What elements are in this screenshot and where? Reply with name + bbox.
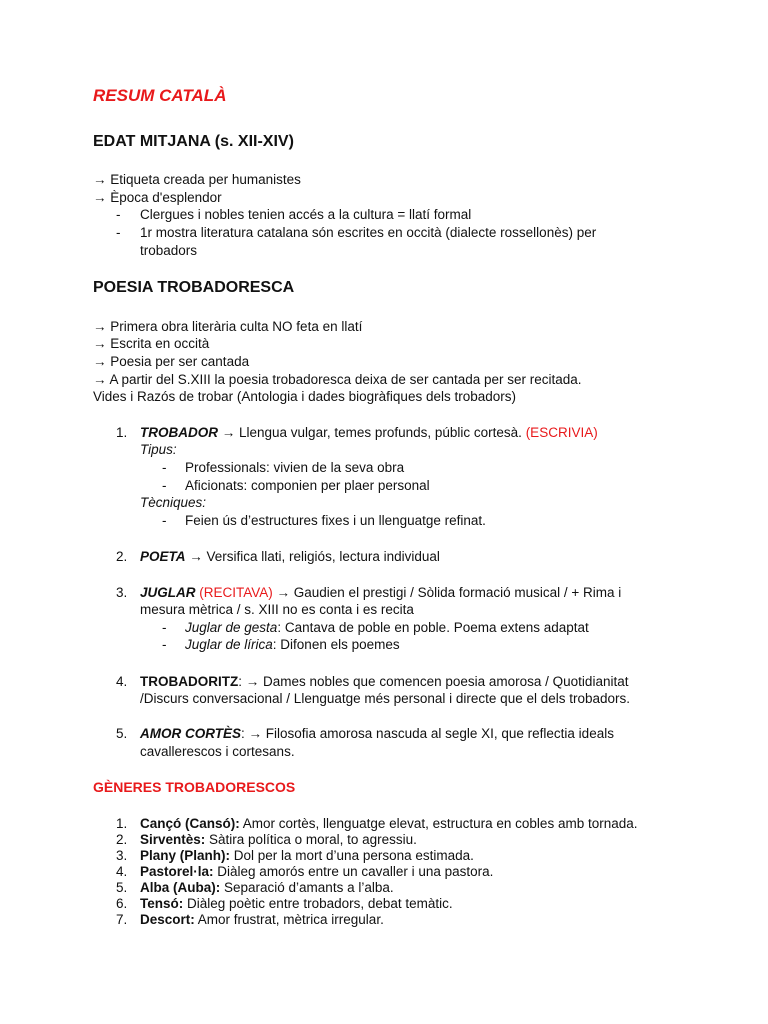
term: TROBADORITZ: [140, 674, 239, 689]
list-number: 1.: [116, 425, 128, 440]
red-note: (RECITAVA): [195, 585, 273, 600]
list-number: 3.: [116, 848, 128, 863]
item-text: Separació d’amants a l’alba.: [220, 880, 394, 895]
genre-item: [140, 879, 394, 896]
item-text-continued: /Discurs conversacional / Llenguatge més personal i directe que el dels trobadors.: [140, 691, 631, 706]
list-number: 2.: [116, 549, 128, 564]
term: AMOR CORTÈS: [140, 726, 242, 741]
item-text: : Difonen els poemes: [272, 637, 400, 652]
arrow-line: → Primera obra literària culta NO feta en llatí: [93, 319, 363, 334]
term: Sirventès:: [140, 832, 206, 847]
arrow-line: → Època d'esplendor: [93, 190, 222, 205]
document-title: RESUM CATALÀ: [93, 86, 227, 105]
genre-item: [140, 847, 474, 864]
item-text: → Llengua vulgar, temes profunds, públic cortesà.: [218, 425, 526, 440]
genre-item: [140, 895, 453, 912]
item-text-continued: mesura mètrica / s. XIII no es conta i es recita: [140, 602, 414, 617]
item-text: Amor frustrat, mètrica irregular.: [194, 912, 384, 927]
bullet-dash: -: [116, 225, 121, 240]
item-text: → Versifica llati, religiós, lectura individual: [185, 549, 440, 564]
list-number: 4.: [116, 674, 128, 689]
heading-generes: GÈNERES TROBADORESCOS: [93, 779, 296, 795]
genre-item: [140, 815, 638, 832]
sublabel-tipus: Tipus:: [140, 442, 177, 457]
arrow-line: → Etiqueta creada per humanistes: [93, 172, 301, 187]
item-text: Sàtira política o moral, to agressiu.: [205, 832, 417, 847]
dash-item-continued: trobadors: [140, 243, 198, 258]
bullet-dash: -: [162, 620, 167, 635]
list-number: 4.: [116, 864, 128, 879]
item-text: : Cantava de poble en poble. Poema extens adaptat: [277, 620, 589, 635]
arrow-line: → Escrita en occità: [93, 336, 210, 351]
term: Pastorel·la:: [140, 864, 214, 879]
dash-item: 1r mostra literatura catalana són escrites en occità (dialecte rossellonès) per: [140, 225, 597, 240]
item-text: Diàleg poètic entre trobadors, debat temàtic.: [183, 896, 453, 911]
heading-edat-mitjana: EDAT MITJANA (s. XII-XIV): [93, 133, 294, 150]
list-number: 2.: [116, 832, 128, 847]
term: Cançó (Cansó):: [140, 816, 240, 831]
bullet-dash: -: [162, 460, 167, 475]
list-number: 7.: [116, 912, 128, 927]
list-number: 1.: [116, 816, 128, 831]
list-item-trobador: [140, 424, 598, 441]
list-number: 6.: [116, 896, 128, 911]
term: Plany (Planh):: [140, 848, 231, 863]
sublabel-tecniques: Tècniques:: [140, 495, 207, 510]
red-note: (ESCRIVIA): [525, 425, 598, 440]
genre-item: [140, 863, 493, 880]
item-text-continued: cavallerescos i cortesans.: [140, 744, 295, 759]
term: POETA: [140, 549, 186, 564]
genre-item: [140, 831, 417, 848]
dash-item: Clergues i nobles tenien accés a la cultura = llatí formal: [140, 207, 472, 222]
dash-item: [185, 619, 589, 636]
list-number: 3.: [116, 585, 128, 600]
genre-item: [140, 911, 384, 928]
bullet-dash: -: [162, 513, 167, 528]
item-text: Dol per la mort d’una persona estimada.: [230, 848, 474, 863]
list-item-amor-cortes: [140, 725, 614, 742]
term: Descort:: [140, 912, 195, 927]
list-item-juglar: [140, 584, 621, 601]
heading-poesia-trobadoresca: POESIA TROBADORESCA: [93, 279, 295, 296]
item-text: : → Filosofia amorosa nascuda al segle XI, que reflectia ideals: [241, 726, 614, 741]
dash-item: Feien ús d’estructures fixes i un llenguatge refinat.: [185, 513, 486, 528]
term: Alba (Auba):: [140, 880, 221, 895]
term: JUGLAR: [140, 585, 196, 600]
arrow-line: → A partir del S.XIII la poesia trobadoresca deixa de ser cantada per ser recitada.: [93, 372, 582, 387]
text-line: Vides i Razós de trobar (Antologia i dades biogràfiques dels trobadors): [93, 389, 516, 404]
bullet-dash: -: [162, 637, 167, 652]
item-text: Diàleg amorós entre un cavaller i una pastora.: [213, 864, 494, 879]
list-number: 5.: [116, 880, 128, 895]
dash-item: Professionals: vivien de la seva obra: [185, 460, 405, 475]
term: Juglar de gesta: [185, 620, 278, 635]
arrow-line: → Poesia per ser cantada: [93, 354, 250, 369]
term: Tensó:: [140, 896, 184, 911]
list-number: 5.: [116, 726, 128, 741]
term: TROBADOR: [140, 425, 218, 440]
bullet-dash: -: [162, 478, 167, 493]
term: Juglar de lírica: [185, 637, 273, 652]
bullet-dash: -: [116, 207, 121, 222]
item-text: Amor cortès, llenguatge elevat, estructura en cobles amb tornada.: [239, 816, 638, 831]
item-text: → Gaudien el prestigi / Sòlida formació musical / + Rima i: [272, 585, 622, 600]
dash-item: [185, 636, 400, 653]
dash-item: Aficionats: componien per plaer personal: [185, 478, 430, 493]
list-item-poeta: [140, 548, 440, 565]
item-text: : → Dames nobles que comencen poesia amorosa / Quotidianitat: [238, 674, 629, 689]
list-item-trobadoritz: [140, 673, 628, 690]
